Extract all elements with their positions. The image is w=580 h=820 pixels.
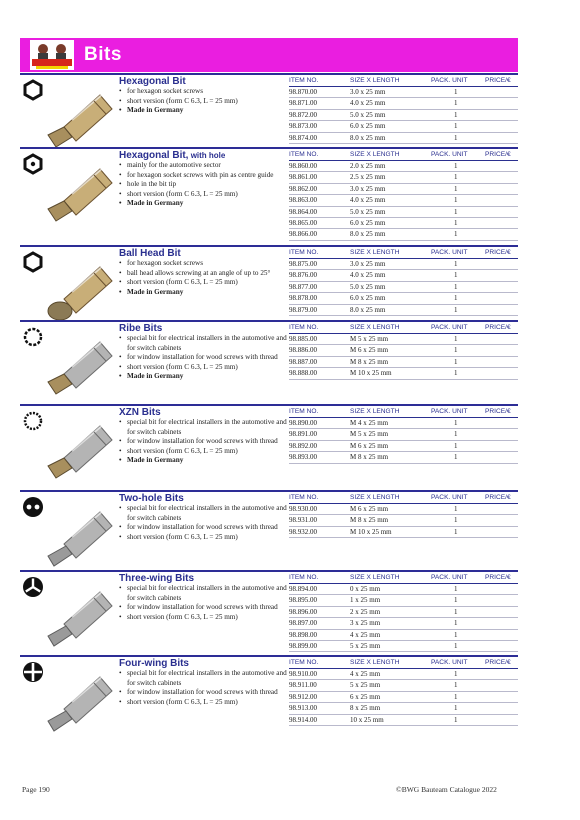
size-cell: 5 x 25 mm xyxy=(350,641,381,650)
column-header: PRICE/€ xyxy=(485,324,511,331)
pack-unit-cell: 1 xyxy=(454,196,458,205)
column-header: PRICE/€ xyxy=(485,494,511,501)
feature-list xyxy=(119,669,289,707)
item-number: 98.932.00 xyxy=(289,527,317,536)
size-cell: 5.0 x 25 mm xyxy=(350,207,386,216)
section-title: Hexagonal Bit, with hole xyxy=(119,150,226,161)
size-cell: M 8 x 25 mm xyxy=(350,453,389,462)
product-photo xyxy=(42,504,116,568)
size-cell: 8.0 x 25 mm xyxy=(350,305,386,314)
section-title: Hexagonal Bit xyxy=(119,76,186,87)
feature-item: • Made in Germany xyxy=(119,199,289,209)
size-cell: 3.0 x 25 mm xyxy=(350,88,386,96)
pack-unit-cell: 1 xyxy=(454,619,458,628)
product-table xyxy=(289,658,518,726)
column-header: ITEM NO. xyxy=(289,659,319,666)
section-title: XZN Bits xyxy=(119,407,161,418)
pack-unit-cell: 1 xyxy=(454,335,458,343)
hexagon-with-hole-bit-icon xyxy=(22,153,44,175)
pack-unit-cell: 1 xyxy=(454,607,458,616)
column-header: PRICE/€ xyxy=(485,659,511,666)
item-number: 98.872.00 xyxy=(289,110,317,119)
table-row xyxy=(289,703,518,714)
product-photo xyxy=(42,418,116,482)
column-header: ITEM NO. xyxy=(289,408,319,415)
item-number: 98.864.00 xyxy=(289,207,317,216)
feature-item: • for window installation for wood screws with thread xyxy=(119,688,289,698)
product-photo xyxy=(42,334,116,398)
item-number: 98.862.00 xyxy=(289,184,317,193)
table-row xyxy=(289,195,518,206)
table-row xyxy=(289,504,518,515)
item-number: 98.893.00 xyxy=(289,453,317,462)
size-cell: 8 x 25 mm xyxy=(350,704,381,713)
table-row xyxy=(289,515,518,526)
item-number: 98.899.00 xyxy=(289,641,317,650)
brand-logo xyxy=(30,40,74,70)
item-number: 98.878.00 xyxy=(289,294,317,303)
product-section xyxy=(20,147,518,239)
table-row xyxy=(289,259,518,270)
size-cell: 4.0 x 25 mm xyxy=(350,99,386,108)
table-header xyxy=(289,150,518,161)
pack-unit-cell: 1 xyxy=(454,630,458,639)
table-row xyxy=(289,110,518,121)
pack-unit-cell: 1 xyxy=(454,271,458,280)
feature-item: • for hexagon socket screws xyxy=(119,87,289,97)
feature-item: • Made in Germany xyxy=(119,288,289,298)
table-header xyxy=(289,493,518,504)
pack-unit-cell: 1 xyxy=(454,282,458,291)
item-number: 98.930.00 xyxy=(289,505,317,513)
item-number: 98.870.00 xyxy=(289,88,317,96)
product-photo xyxy=(42,669,116,733)
column-header: PRICE/€ xyxy=(485,574,511,581)
product-section xyxy=(20,655,518,742)
feature-item: • short version (form C 6.3, L = 25 mm) xyxy=(119,190,289,200)
item-number: 98.931.00 xyxy=(289,516,317,525)
feature-item: • special bit for electrical installers in the automotive and for switch cabinets xyxy=(119,504,289,523)
size-cell: 10 x 25 mm xyxy=(350,715,384,724)
table-row xyxy=(289,218,518,229)
ball-head-bit-icon xyxy=(22,251,44,273)
item-number: 98.877.00 xyxy=(289,282,317,291)
size-cell: 6.0 x 25 mm xyxy=(350,294,386,303)
size-cell: 2.0 x 25 mm xyxy=(350,162,386,170)
feature-item: • special bit for electrical installers in the automotive and for switch cabinets xyxy=(119,669,289,688)
table-row xyxy=(289,133,518,144)
column-header: PRICE/€ xyxy=(485,77,511,84)
pack-unit-cell: 1 xyxy=(454,596,458,605)
column-header: ITEM NO. xyxy=(289,151,319,158)
column-header: ITEM NO. xyxy=(289,494,319,501)
item-number: 98.879.00 xyxy=(289,305,317,314)
pack-unit-cell: 1 xyxy=(454,260,458,268)
pack-unit-cell: 1 xyxy=(454,670,458,678)
pack-unit-cell: 1 xyxy=(454,369,458,378)
pack-unit-cell: 1 xyxy=(454,585,458,593)
pack-unit-cell: 1 xyxy=(454,162,458,170)
column-header: PACK. UNIT xyxy=(431,408,468,415)
table-row xyxy=(289,334,518,345)
pack-unit-cell: 1 xyxy=(454,305,458,314)
item-number: 98.874.00 xyxy=(289,133,317,142)
item-number: 98.891.00 xyxy=(289,430,317,439)
pack-unit-cell: 1 xyxy=(454,453,458,462)
feature-item: • short version (form C 6.3, L = 25 mm) xyxy=(119,613,289,623)
column-header: SIZE X LENGTH xyxy=(350,77,400,84)
column-header: SIZE X LENGTH xyxy=(350,151,400,158)
feature-item: • special bit for electrical installers in the automotive and for switch cabinets xyxy=(119,418,289,437)
column-header: SIZE X LENGTH xyxy=(350,494,400,501)
size-cell: M 6 x 25 mm xyxy=(350,441,389,450)
product-section xyxy=(20,570,518,657)
feature-item: • for hexagon socket screws with pin as centre guide xyxy=(119,171,289,181)
pack-unit-cell: 1 xyxy=(454,218,458,227)
pack-unit-cell: 1 xyxy=(454,294,458,303)
item-number: 98.911.00 xyxy=(289,681,317,690)
table-row xyxy=(289,305,518,316)
product-photo xyxy=(42,87,116,151)
table-row xyxy=(289,357,518,368)
table-row xyxy=(289,669,518,680)
feature-list xyxy=(119,418,289,466)
item-number: 98.871.00 xyxy=(289,99,317,108)
pack-unit-cell: 1 xyxy=(454,692,458,701)
item-number: 98.894.00 xyxy=(289,585,317,593)
feature-list xyxy=(119,259,289,297)
column-header: ITEM NO. xyxy=(289,77,319,84)
product-photo xyxy=(42,259,116,323)
size-cell: 8.0 x 25 mm xyxy=(350,133,386,142)
size-cell: 2.5 x 25 mm xyxy=(350,173,386,182)
size-cell: 8.0 x 25 mm xyxy=(350,230,386,239)
table-row xyxy=(289,452,518,463)
pack-unit-cell: 1 xyxy=(454,527,458,536)
table-row xyxy=(289,293,518,304)
item-number: 98.896.00 xyxy=(289,607,317,616)
size-cell: 6.0 x 25 mm xyxy=(350,218,386,227)
product-table xyxy=(289,248,518,316)
size-cell: 4.0 x 25 mm xyxy=(350,196,386,205)
pack-unit-cell: 1 xyxy=(454,207,458,216)
table-row xyxy=(289,527,518,538)
item-number: 98.910.00 xyxy=(289,670,317,678)
section-title: Four-wing Bits xyxy=(119,658,189,669)
feature-item: • ball head allows screwing at an angle of up to 25° xyxy=(119,269,289,279)
feature-item: • for window installation for wood screws with thread xyxy=(119,603,289,613)
table-row xyxy=(289,207,518,218)
size-cell: M 10 x 25 mm xyxy=(350,527,392,536)
table-row xyxy=(289,98,518,109)
pack-unit-cell: 1 xyxy=(454,419,458,427)
column-header: PACK. UNIT xyxy=(431,324,468,331)
pack-unit-cell: 1 xyxy=(454,704,458,713)
table-row xyxy=(289,595,518,606)
feature-item: • short version (form C 6.3, L = 25 mm) xyxy=(119,363,289,373)
pack-unit-cell: 1 xyxy=(454,230,458,239)
table-header xyxy=(289,323,518,334)
table-row xyxy=(289,229,518,240)
column-header: PACK. UNIT xyxy=(431,574,468,581)
size-cell: M 6 x 25 mm xyxy=(350,346,389,355)
product-table xyxy=(289,493,518,538)
column-header: ITEM NO. xyxy=(289,249,319,256)
size-cell: M 8 x 25 mm xyxy=(350,516,389,525)
feature-list xyxy=(119,161,289,209)
item-number: 98.865.00 xyxy=(289,218,317,227)
item-number: 98.866.00 xyxy=(289,230,317,239)
xzn-bit-icon xyxy=(22,410,44,432)
table-row xyxy=(289,618,518,629)
size-cell: 4.0 x 25 mm xyxy=(350,271,386,280)
table-row xyxy=(289,172,518,183)
feature-list xyxy=(119,334,289,382)
table-row xyxy=(289,368,518,379)
item-number: 98.886.00 xyxy=(289,346,317,355)
size-cell: M 10 x 25 mm xyxy=(350,369,392,378)
size-cell: M 5 x 25 mm xyxy=(350,335,389,343)
table-row xyxy=(289,418,518,429)
size-cell: 5 x 25 mm xyxy=(350,681,381,690)
size-cell: M 8 x 25 mm xyxy=(350,357,389,366)
item-number: 98.895.00 xyxy=(289,596,317,605)
footer-catalogue: ©BWG Bauteam Catalogue 2022 xyxy=(396,785,497,794)
three-wing-bit-icon xyxy=(22,576,44,598)
column-header: PRICE/€ xyxy=(485,408,511,415)
item-number: 98.861.00 xyxy=(289,173,317,182)
table-row xyxy=(289,607,518,618)
pack-unit-cell: 1 xyxy=(454,184,458,193)
table-header xyxy=(289,407,518,418)
table-row xyxy=(289,282,518,293)
feature-item: • mainly for the automotive sector xyxy=(119,161,289,171)
pack-unit-cell: 1 xyxy=(454,173,458,182)
item-number: 98.860.00 xyxy=(289,162,317,170)
column-header: SIZE X LENGTH xyxy=(350,659,400,666)
pack-unit-cell: 1 xyxy=(454,641,458,650)
section-title: Three-wing Bits xyxy=(119,573,195,584)
table-row xyxy=(289,87,518,98)
table-row xyxy=(289,441,518,452)
pack-unit-cell: 1 xyxy=(454,133,458,142)
two-hole-bit-icon xyxy=(22,496,44,518)
product-section xyxy=(20,404,518,491)
product-table xyxy=(289,76,518,144)
size-cell: 3.0 x 25 mm xyxy=(350,184,386,193)
column-header: SIZE X LENGTH xyxy=(350,249,400,256)
table-row xyxy=(289,692,518,703)
column-header: PRICE/€ xyxy=(485,249,511,256)
product-table xyxy=(289,323,518,380)
column-header: PACK. UNIT xyxy=(431,659,468,666)
size-cell: 5.0 x 25 mm xyxy=(350,282,386,291)
table-row xyxy=(289,641,518,652)
table-header xyxy=(289,248,518,259)
column-header: SIZE X LENGTH xyxy=(350,574,400,581)
section-title: Ribe Bits xyxy=(119,323,163,334)
column-header: ITEM NO. xyxy=(289,574,319,581)
feature-item: • Made in Germany xyxy=(119,456,289,466)
page-title: Bits xyxy=(84,44,122,65)
feature-item: • short version (form C 6.3, L = 25 mm) xyxy=(119,278,289,288)
size-cell: 4 x 25 mm xyxy=(350,670,381,678)
item-number: 98.875.00 xyxy=(289,260,317,268)
feature-list xyxy=(119,504,289,542)
item-number: 98.885.00 xyxy=(289,335,317,343)
item-number: 98.888.00 xyxy=(289,369,317,378)
feature-item: • for hexagon socket screws xyxy=(119,259,289,269)
item-number: 98.890.00 xyxy=(289,419,317,427)
page-number: Page 190 xyxy=(22,785,50,794)
section-title: Two-hole Bits xyxy=(119,493,184,504)
item-number: 98.892.00 xyxy=(289,441,317,450)
pack-unit-cell: 1 xyxy=(454,88,458,96)
table-header xyxy=(289,573,518,584)
item-number: 98.914.00 xyxy=(289,715,317,724)
table-row xyxy=(289,715,518,726)
item-number: 98.897.00 xyxy=(289,619,317,628)
size-cell: 5.0 x 25 mm xyxy=(350,110,386,119)
feature-item: • short version (form C 6.3, L = 25 mm) xyxy=(119,533,289,543)
product-section xyxy=(20,320,518,407)
product-table xyxy=(289,407,518,464)
table-row xyxy=(289,429,518,440)
item-number: 98.913.00 xyxy=(289,704,317,713)
product-table xyxy=(289,150,518,241)
feature-list xyxy=(119,584,289,622)
product-photo xyxy=(42,584,116,648)
pack-unit-cell: 1 xyxy=(454,430,458,439)
feature-item: • special bit for electrical installers in the automotive and for switch cabinets xyxy=(119,334,289,353)
table-row xyxy=(289,345,518,356)
item-number: 98.863.00 xyxy=(289,196,317,205)
table-row xyxy=(289,184,518,195)
pack-unit-cell: 1 xyxy=(454,715,458,724)
column-header: PACK. UNIT xyxy=(431,494,468,501)
feature-item: • hole in the bit tip xyxy=(119,180,289,190)
table-header xyxy=(289,76,518,87)
size-cell: 1 x 25 mm xyxy=(350,596,381,605)
pack-unit-cell: 1 xyxy=(454,441,458,450)
size-cell: 6 x 25 mm xyxy=(350,692,381,701)
pack-unit-cell: 1 xyxy=(454,505,458,513)
pack-unit-cell: 1 xyxy=(454,99,458,108)
size-cell: 2 x 25 mm xyxy=(350,607,381,616)
product-photo xyxy=(42,161,116,225)
pack-unit-cell: 1 xyxy=(454,110,458,119)
feature-item: • special bit for electrical installers in the automotive and for switch cabinets xyxy=(119,584,289,603)
pack-unit-cell: 1 xyxy=(454,681,458,690)
product-section xyxy=(20,245,518,332)
column-header: PACK. UNIT xyxy=(431,77,468,84)
size-cell: 0 x 25 mm xyxy=(350,585,381,593)
column-header: ITEM NO. xyxy=(289,324,319,331)
column-header: PRICE/€ xyxy=(485,151,511,158)
table-row xyxy=(289,584,518,595)
column-header: PACK. UNIT xyxy=(431,249,468,256)
four-wing-bit-icon xyxy=(22,661,44,683)
size-cell: M 5 x 25 mm xyxy=(350,430,389,439)
feature-item: • Made in Germany xyxy=(119,372,289,382)
feature-item: • for window installation for wood screws with thread xyxy=(119,353,289,363)
hexagon-bit-icon xyxy=(22,79,44,101)
column-header: SIZE X LENGTH xyxy=(350,324,400,331)
product-table xyxy=(289,573,518,652)
table-row xyxy=(289,680,518,691)
item-number: 98.887.00 xyxy=(289,357,317,366)
pack-unit-cell: 1 xyxy=(454,357,458,366)
ribe-bit-icon xyxy=(22,326,44,348)
item-number: 98.873.00 xyxy=(289,122,317,131)
table-header xyxy=(289,658,518,669)
feature-item: • for window installation for wood screws with thread xyxy=(119,437,289,447)
size-cell: M 6 x 25 mm xyxy=(350,505,389,513)
pack-unit-cell: 1 xyxy=(454,122,458,131)
column-header: SIZE X LENGTH xyxy=(350,408,400,415)
section-title: Ball Head Bit xyxy=(119,248,181,259)
table-row xyxy=(289,161,518,172)
product-section xyxy=(20,490,518,577)
item-number: 98.912.00 xyxy=(289,692,317,701)
feature-item: • short version (form C 6.3, L = 25 mm) xyxy=(119,698,289,708)
feature-item: • short version (form C 6.3, L = 25 mm) xyxy=(119,447,289,457)
pack-unit-cell: 1 xyxy=(454,346,458,355)
size-cell: 6.0 x 25 mm xyxy=(350,122,386,131)
size-cell: 4 x 25 mm xyxy=(350,630,381,639)
pack-unit-cell: 1 xyxy=(454,516,458,525)
item-number: 98.898.00 xyxy=(289,630,317,639)
table-row xyxy=(289,630,518,641)
table-row xyxy=(289,270,518,281)
table-row xyxy=(289,121,518,132)
feature-item: • for window installation for wood screws with thread xyxy=(119,523,289,533)
item-number: 98.876.00 xyxy=(289,271,317,280)
size-cell: M 4 x 25 mm xyxy=(350,419,389,427)
feature-item: • Made in Germany xyxy=(119,106,289,116)
size-cell: 3.0 x 25 mm xyxy=(350,260,386,268)
feature-item: • short version (form C 6.3, L = 25 mm) xyxy=(119,97,289,107)
column-header: PACK. UNIT xyxy=(431,151,468,158)
feature-list xyxy=(119,87,289,116)
size-cell: 3 x 25 mm xyxy=(350,619,381,628)
